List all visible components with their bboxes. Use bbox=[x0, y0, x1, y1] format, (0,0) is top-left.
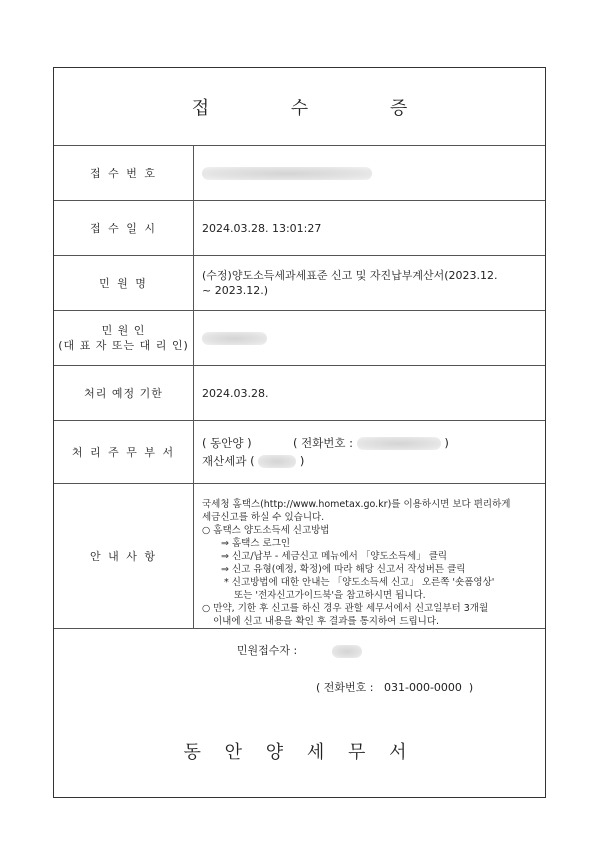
receipt-number-label: 접 수 번 호 bbox=[54, 146, 194, 200]
redacted-receipt-number bbox=[202, 167, 372, 180]
department-row bbox=[54, 421, 545, 484]
redacted-receiver-name bbox=[332, 645, 362, 658]
guide-line1: 국세청 홈택스(http://www.hometax.go.kr)를 이용하시면 보다 편리하게 bbox=[202, 499, 511, 510]
petitioner-row bbox=[54, 311, 545, 366]
section-close: ) bbox=[299, 454, 305, 468]
receipt-document bbox=[53, 67, 546, 798]
receiver-line bbox=[54, 642, 545, 658]
guide-line7: * 신고방법에 대한 안내는 「양도소득세 신고」 오른쪽 '숏폼영상' bbox=[224, 577, 495, 588]
receipt-date-row bbox=[54, 201, 545, 256]
receiver-label: 민원접수자 : bbox=[236, 644, 298, 657]
receipt-date-label: 접 수 일 시 bbox=[54, 201, 194, 255]
petition-name-label: 민 원 명 bbox=[54, 256, 194, 310]
redacted-petitioner-name bbox=[202, 332, 267, 345]
department-label: 처 리 주 무 부 서 bbox=[54, 421, 194, 483]
guide-line2: 세금신고를 하실 수 있습니다. bbox=[202, 512, 325, 523]
department-value bbox=[202, 421, 537, 483]
guide-line5: ⇒ 신고/납부 - 세금신고 메뉴에서 「양도소득세」 클릭 bbox=[221, 551, 448, 562]
deadline-value: 2024.03.28. bbox=[202, 386, 269, 400]
petition-name-row bbox=[54, 256, 545, 311]
guide-line4: ⇒ 홈택스 로그인 bbox=[221, 538, 291, 549]
office-phone: ( 전화번호 : 031-000-0000 ) bbox=[316, 681, 474, 694]
receipt-number-value bbox=[202, 146, 537, 200]
petition-name-line2: ~ 2023.12.) bbox=[202, 284, 268, 297]
office-open: ( 동안양 ) bbox=[202, 436, 252, 450]
redacted-phone bbox=[357, 437, 441, 450]
title-row bbox=[54, 68, 545, 146]
document-title: 접 수 증 bbox=[191, 98, 446, 119]
guide-line9: ○ 만약, 기한 후 신고를 하신 경우 관할 세무서에서 신고일부터 3개월 bbox=[202, 603, 489, 614]
guide-line8: 또는 '전자신고가이드북'을 참고하시면 됩니다. bbox=[234, 590, 426, 601]
section-prefix: 재산세과 ( bbox=[202, 454, 255, 468]
petitioner-label-line2: (대 표 자 또는 대 리 인) bbox=[58, 339, 189, 352]
guide-text bbox=[202, 484, 537, 628]
petitioner-label-line1: 민 원 인 bbox=[101, 324, 146, 337]
redacted-staff-name bbox=[258, 455, 296, 468]
guide-line3: ○ 홈택스 양도소득세 신고방법 bbox=[202, 525, 330, 536]
department-line2 bbox=[202, 452, 537, 470]
phone-label: ( 전화번호 : bbox=[292, 436, 354, 450]
petitioner-label bbox=[54, 311, 194, 365]
guide-line6: ⇒ 신고 유형(예정, 확정)에 따라 해당 신고서 작성버튼 클릭 bbox=[221, 564, 466, 575]
receipt-number-row bbox=[54, 146, 545, 201]
deadline-label: 처리 예정 기한 bbox=[54, 366, 194, 420]
petitioner-value bbox=[202, 311, 537, 365]
receipt-date-value: 2024.03.28. 13:01:27 bbox=[202, 221, 322, 235]
deadline-row bbox=[54, 366, 545, 421]
petition-name-line1: (수정)양도소득세과세표준 신고 및 자진납부계산서(2023.12. bbox=[202, 269, 498, 282]
petition-name-value bbox=[202, 256, 537, 310]
guide-line10: 이내에 신고 내용을 확인 후 결과를 통지하여 드립니다. bbox=[213, 616, 440, 627]
office-name: 동 안 양 세 무 서 bbox=[183, 742, 416, 763]
phone-close: ) bbox=[444, 436, 449, 450]
guide-row bbox=[54, 484, 545, 629]
guide-label: 안 내 사 항 bbox=[54, 484, 194, 628]
department-line1 bbox=[202, 434, 537, 452]
